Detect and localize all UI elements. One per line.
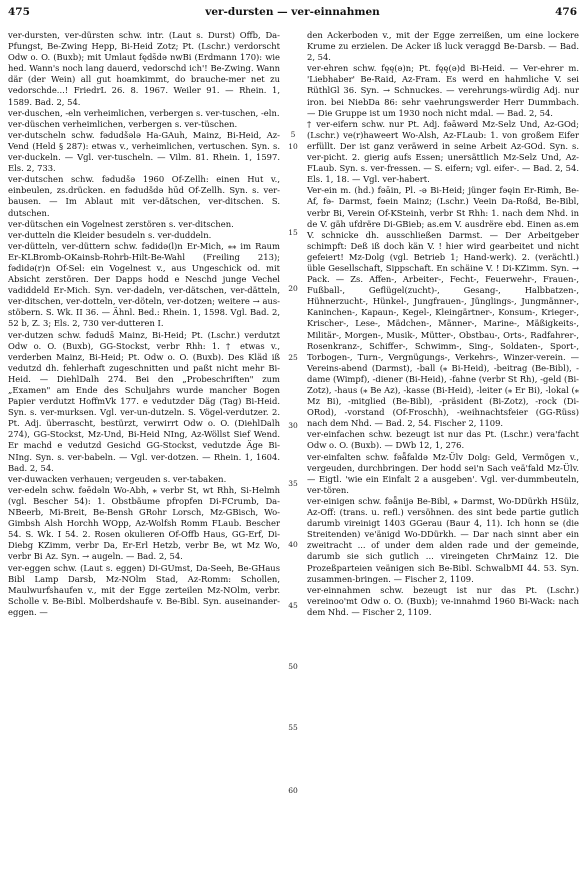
line-number: 30 — [288, 421, 298, 430]
left-column — [8, 30, 280, 618]
entry-ver-einigen: ver-einigen schw. fəǟnijə Be-Bibl, ⁎ Darmst, Wo-DDürkh HSülz, Az-Off: (trans. u. refl.) versöhnen. des sint bede partie gutlich darumb vireinigt 1403 GGerau (Baur 4, 11). Ich honn se (die Streitenden) ve'änigd Wo-DDürkh. — Dar nach sinnt aber ein zweitracht ... of under dem alden rade und der gemeinde, darumb sie sich gutlich ... vireingeten ChrMainz 12. Die Prozeßparteien veänigen sich Be-Bibl. SchwalbMI 44. 53. Syn. zusammen-bringen. — Fischer 2, 1109. — [307, 495, 579, 584]
entry-ver-duetschen: ver-dütschen ein Vogelnest zerstören s. ver-ditschen. — [8, 218, 234, 229]
entry-ver-duschen: ver-duschen, -eln verheimlichen, verbergen s. ver-tuschen, -eln. — [8, 107, 280, 118]
line-number: 60 — [288, 786, 298, 795]
line-number: 20 — [288, 284, 298, 293]
entry-ver-dursten: ver-dursten, ver-dürsten schw. intr. (Laut s. Durst) Offb, Da-Pfungst, Be-Zwing Hepp, Bi-Heid Zotz; Pt. (Lschr.) verdorscht Odw o. O. (Buxb); mit Umlaut fęds̄də nwBi (Erdmann 170): wie hed. Wann's noch lang dauerd, vedorschd ich'! Be-Zwing. Wann där (der Wein) all gut hoamkimmt, do brauche-mer net zu vedorschde...! FriedrL 26. 8. 1967. Weiler 91. — Rhein. 1, 1589. Bad. 2, 54. — [8, 30, 280, 107]
line-number: 10 — [288, 142, 298, 151]
page-number-left: 475 — [8, 6, 30, 18]
entry-ver-dutschen: ver-dutschen schw. fədudšə 1960 Of-Zellh: einen Hut v., einbeulen, zs.drücken. en fədudšdə hūd Of-Zellh. Syn. s. ver-bausen. — Im Ablaut mit ver-dätschen, ver-ditschen. S. dutschen. — [8, 174, 280, 218]
entry-ver-dutteln: ver-dutteln die Kleider besudeln s. ver-duddeln. — [8, 229, 212, 240]
entry-ver-edeln: ver-edeln schw. fəēdəln Wo-Abh, ⁎ verbr St, wt Rhh, Si-Helmh (vgl. Bescher 54): 1. Obstbäume pfropfen Di-FCrumb, Da-NBeerb, Mi-Breit, Be-Bensh GRohr Lorsch, Mz-GBisch, Wo-Gimbsh Alsh Horchh WOpp, Az-Wolfsh Romm FLaub. Bescher 54. S. Wk. I 54. 2. Rosen okulieren Of-Offb Haus, GG-Erf, Di-Diebg KZimm, verbr Da, Er-Erl Hetzb, verbr Be, wt Mz Wo, verbr Bi Az. Syn. → augeln. — Bad. 2, 54. — [8, 484, 280, 562]
entry-ver-einfalten: ver-einfalten schw. fəǟfaldə Mz-Ülv Dolg: Geld, Vermögen v., vergeuden, durchbringen. Der hodd sei'n Sach veä'fald Mz-Ülv. — Eigtl. 'wie ein Einfalt 2 a ausgeben'. Vgl. ver-dummbeuteln, ver-tören. — [307, 451, 579, 495]
entry-ver-einnahmen: ver-einnahmen schw. bezeugt ist nur das Pt. (Lschr.) vereinoo'mt Odw o. O. (Buxb); ve-innahmd 1960 Bi-Wack: nach dem Nhd. — Fischer 2, 1109. — [307, 584, 579, 617]
entry-ver-duetteln: ver-dütteln, ver-düttern schw. fədidə(l)n Er-Mich, ⁎⁎ im Raum Er-KLBromb-OKainsb-Rohrb-Hilt-Be-Wahl (Freiling 213); fədidə(r)n Of-Sel: ein Vogelnest v., aus Ungeschick od. mit Absicht zerstören. Der Dapps hodd e Neschd junge Vechel vadiddeld Er-Mich. Syn. ver-dadeln, ver-dätschen, ver-dätteln, ver-ditschen, ver-dotteln, ver-döteln, ver-dotzen; weitere → aus-stöbern. S. Wk. II 36. — Ähnl. Bed.: Rhein. 1, 1598. Vgl. Bad. 2, 52 b, Z. 3; Els. 2, 730 ver-dutteren I. — [8, 240, 280, 329]
line-number: 45 — [288, 601, 298, 610]
page-number-right: 476 — [555, 6, 577, 18]
entry-ver-dueschen: ver-düschen verheimlichen, verbergen s. ver-tüschen. — [8, 118, 238, 129]
entry-ver-eifern: † ver-eifern schw. nur Pt. Adj. fəāwərd Mz-Selz Und, Az-GOd; (Lschr.) ve(r)haweert Wo-Alsh, Az-FLaub: 1. von großem Eifer erfüllt. Der ist ganz veräwerd in seine Arbeit Az-GOd. Syn. s. ver-picht. 2. gierig aufs Essen; unersättlich Mz-Selz Und, Az-FLaub. Syn. s. ver-fressen. — S. eifern; vgl. eifer-. — Bad. 2, 54. Els. 1, 18. — Vgl. ver-habert. — [307, 118, 579, 185]
entry-ver-eggen: ver-eggen schw. (Laut s. eggen) Di-GUmst, Da-Seeh, Be-GHaus Bibl Lamp Darsb, Mz-NOlm Stad, Az-Romm: Schollen, Maulwurfshaufen v., mit der Egge zerteilen Mz-NOlm, verbr. Scholle v. Be-Bibl. Molberdshaufe v. Be-Bibl. Syn. auseinander-eggen. — — [8, 562, 280, 617]
line-number-gutter — [283, 30, 303, 850]
entry-ver-ein: Ver-ein m. (hd.) fəāin, Pl. -ə Bi-Heid; jünger fəęin Er-Rimh, Be-Af, fə- Darmst, fəein Mainz; (Lschr.) Veein Da-Roßd, Be-Bibl, verbr Bi, Verein Of-KSteinh, verbr St Rhh: 1. nach dem Nhd. in de V. gäh ufdrëre Di-GBieb; as.em V. ausdrëre ebd. Einen as.em V. schnicke dh. ausschließen Darmst. — Der Arbeitgeber schimpft: Deß iß doch kän V. ! hier wird gearbeitet und nicht gefeiert! Mz-Dolg (vgl. Betrieb 1; Hand-werk). 2. (verächtl.) üble Gesellschaft, Sippschaft. En schäine V. ! Di-KZimm. Syn. → Pack. — Zs. Affen-, Arbeiter-, Fecht-, Feuerwehr-, Frauen-, Fußball-, Geflügel(zucht)-, Gesang-, Halbbatzen-, Hühnerzucht-, Hünkel-, Jungfrauen-, Jünglings-, Jungmänner-, Kaninchen-, Kapaun-, Kegel-, Kleingärtner-, Konsum-, Krieger-, Krischer-, Lese-, Mädchen-, Männer-, Marine-, Mäßigkeits-, Militär-, Morgen-, Musik-, Mütter-, Obstbau-, Orts-, Radfahrer-, Rosenkranz-, Schiffer-, Schwimm-, Sing-, Soldaten-, Sport-, Torbogen-, Turn-, Vergnügungs-, Verkehrs-, Winzer-verein. — Vereins-abend (Darmst), -ball (⁎ Bi-Heid), -beitrag (Be-Bibl), -dame (Wimpf), -diener (Bi-Heid), -fahne (verbr St Rh), -geld (Bi-Zotz), -haus (⁎ Be Az), -kasse (Bi-Heid), -leiter (⁎ Er Bi), -lokal (⁎ Mz Bi), -mitglied (Be-Bibl), -präsident (Bi-Zotz), -rock (Di-ORod), -vorstand (Of-Froschh), -weihnachtsfeier (GG-Rüss) nach dem Nhd. — Bad. 2, 54. Fischer 2, 1109. — [307, 185, 579, 429]
line-number: 25 — [288, 353, 298, 362]
line-number: 55 — [288, 723, 298, 732]
line-number: 40 — [288, 540, 298, 549]
entry-ver-einfachen: ver-einfachen schw. bezeugt ist nur das Pt. (Lschr.) vera'facht Odw o. O. (Buxb). — DWb 12, 1, 276. — [307, 429, 579, 451]
running-title: ver-dursten — ver-einnahmen — [205, 6, 380, 18]
line-number: 50 — [288, 662, 298, 671]
right-column — [307, 30, 579, 618]
entry-ver-duwacken: ver-duwacken verhauen; vergeuden s. ver-tabaken. — [8, 473, 227, 484]
entry-ver-dutzen: ver-dutzen schw. fəduds̄ Mainz, Bi-Heid; Pt. (Lschr.) verdutzt Odw o. O. (Buxb), GG-Stockst, verbr Rhh: 1. † etwas v., verderben Mainz, Bi-Heid; Pt. Odw o. O. (Buxb). Des Kläd iß vedutzd dh. fehlerhaft zugeschnitten und paßt nicht mehr Bi-Heid. — DiehlDalh 274. Bei den „Probeschriften" zum „Examen" am Ende des Schuljahrs wurde mancher Bogen Papier verdutzt HoffmVk 177. e vedutzder Däg (Tag) Bi-Heid. Syn. s. ver-murksen. Vgl. ver-un-dutzeln. S. Vögel-verdutzer. 2. Pt. Adj. überrascht, bestürzt, verwirrt Odw o. O. (DiehlDalh 274), GG-Stockst, Mz-Und, Bi-Heid NIng, Az-Wöllst Sief Wend. Er machd e vedutzd Gesichd GG-Stockst, vedutzde Äge Bi-NIng. Syn. s. ver-babeln. — Vgl. ver-dotzen. — Rhein. 1, 1604. Bad. 2, 54. — [8, 329, 280, 473]
line-number: 35 — [288, 479, 298, 488]
page-header — [8, 6, 577, 22]
line-number: 15 — [288, 228, 298, 237]
line-number: 5 — [290, 130, 296, 139]
entry-ver-dutscheln: ver-dutscheln schw. fədudšələ Ha-GAuh, Mainz, Bi-Heid, Az-Vend (Held § 287): etwas v., verheimlichen, vertuschen. Syn. s. ver-duckeln. — Vgl. ver-tuscheln. — Vilm. 81. Rhein. 1, 1597. Els. 2, 733. — [8, 129, 280, 174]
entry-ver-ehren: ver-ehren schw. fęę(ə)n; Pt. fęę(ə)d Bi-Heid. — Ver-ehrer m. 'Liebhaber' Be-Raid, Az-Fram. Es werd en hahmliche V. sei RüthlGl 36. Syn. → Schnuckes. — verehrungs-würdig Adj. nur iron. bei NiebDa 86: sehr vaehrungswerder Herr Dummbach. — Die Gruppe ist um 1930 noch nicht mdal. — Bad. 2, 54. — [307, 63, 579, 118]
entry-continuation: den Ackerboden v., mit der Egge zerreißen, um eine lockere Krume zu erzielen. De Acker iß luck veraggd Be-Darsb. — Bad. 2, 54. — [307, 30, 579, 63]
